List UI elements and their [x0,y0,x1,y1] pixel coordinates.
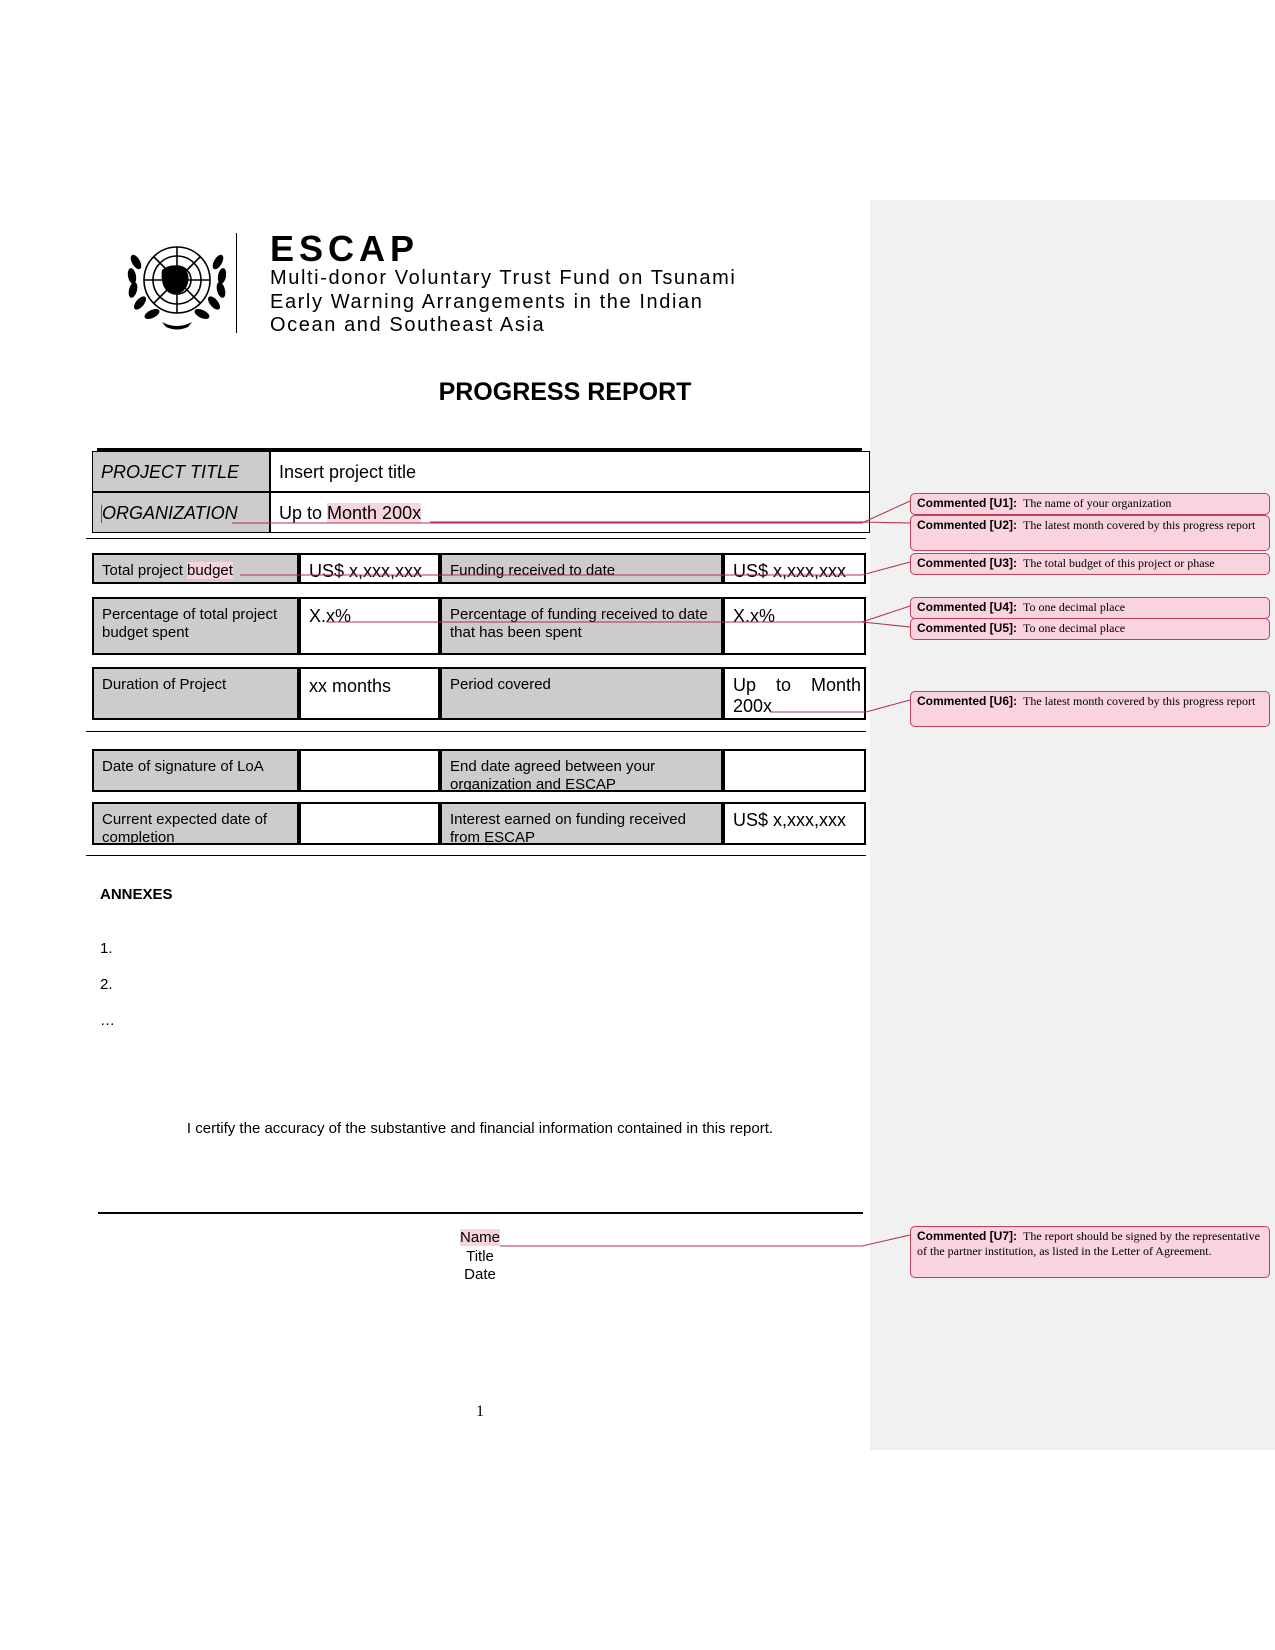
total-budget-label-prefix: Total project [102,562,188,579]
signature-date: Date [464,1266,496,1283]
period-covered-line-1: Up to Month [733,675,862,695]
comment-u2[interactable] [910,515,1270,551]
logo-divider [236,233,237,333]
total-budget-label [92,553,299,584]
fund-title-line-2: Early Warning Arrangements in the Indian [270,291,704,313]
annex-item-ellipsis: … [100,1012,115,1029]
section-rule-2 [86,731,866,732]
un-emblem-icon [122,232,232,332]
interest-earned-label: Interest earned on funding received from ESCAP [440,802,723,845]
comment-u3[interactable] [910,553,1270,575]
section-rule-3 [86,855,866,856]
organization-value-highlight[interactable]: Month 200x [327,503,422,523]
comment-u4[interactable] [910,597,1270,619]
annex-item-1: 1. [100,940,113,957]
funding-received-value[interactable]: US$ x,xxx,xxx [723,553,866,584]
comment-u6-tag: Commented [U6]: [917,694,1018,708]
total-budget-label-highlight[interactable]: budget [187,562,233,579]
period-covered-label: Period covered [440,667,723,720]
comment-u7-tag: Commented [U7]: [917,1229,1018,1243]
organization-value-prefix: Up to [279,503,328,523]
loa-signature-date-value[interactable] [299,749,440,792]
annexes-title: ANNEXES [100,886,173,903]
signature-title: Title [466,1248,494,1265]
organization-label [92,492,270,533]
comment-u4-text: To one decimal place [1023,600,1126,614]
section-rule-1 [86,538,866,539]
project-title-label: PROJECT TITLE [92,451,270,492]
loa-signature-date-label: Date of signature of LoA [92,749,299,792]
certification-statement: I certify the accuracy of the substantive and financial information contained in this report. [186,1120,774,1137]
comment-u1[interactable] [910,493,1270,515]
fund-title-line-3: Ocean and Southeast Asia [270,314,546,336]
comment-u7-text: The report should be signed by the representative of the partner institution, as listed in the Letter of Agreement. [917,1229,1260,1258]
project-title-value[interactable]: Insert project title [270,451,870,492]
duration-value[interactable]: xx months [299,667,440,720]
funding-received-label: Funding received to date [440,553,723,584]
comment-u4-tag: Commented [U4]: [917,600,1018,614]
end-date-label: End date agreed between your organization and ESCAP [440,749,723,792]
period-covered-value[interactable] [723,667,866,720]
interest-earned-value[interactable]: US$ x,xxx,xxx [723,802,866,845]
funding-spent-percent-label: Percentage of funding received to date that has been spent [440,597,723,655]
report-title: PROGRESS REPORT [438,378,692,406]
comment-u1-tag: Commented [U1]: [917,496,1018,510]
funding-spent-percent-value[interactable]: X.x% [723,597,866,655]
comment-u6-text: The latest month covered by this progress report [1023,694,1256,708]
comment-u5[interactable] [910,618,1270,640]
org-name: ESCAP [270,228,420,269]
fund-title-line-1: Multi-donor Voluntary Trust Fund on Tsunami [270,267,737,289]
end-date-value[interactable] [723,749,866,792]
comment-u3-tag: Commented [U3]: [917,556,1018,570]
comment-u1-text: The name of your organization [1023,496,1172,510]
duration-label: Duration of Project [92,667,299,720]
page-number: 1 [476,1403,484,1420]
signature-line [98,1212,863,1214]
comment-u5-text: To one decimal place [1023,621,1126,635]
annex-item-2: 2. [100,976,113,993]
organization-label-text: ORGANIZATION [102,503,238,523]
completion-date-value[interactable] [299,802,440,845]
completion-date-label: Current expected date of completion [92,802,299,845]
comment-u6[interactable] [910,691,1270,727]
comment-u2-tag: Commented [U2]: [917,518,1018,532]
comment-u3-text: The total budget of this project or phase [1023,556,1215,570]
comment-u7[interactable] [910,1226,1270,1278]
budget-spent-percent-label: Percentage of total project budget spent [92,597,299,655]
comment-u2-text: The latest month covered by this progress report [1023,518,1256,532]
signature-name[interactable] [400,1229,560,1246]
period-covered-line-2: 200x [733,696,773,716]
signature-name-highlight[interactable]: Name [459,1229,500,1246]
total-budget-value[interactable]: US$ x,xxx,xxx [299,553,440,584]
comment-u5-tag: Commented [U5]: [917,621,1018,635]
budget-spent-percent-value[interactable]: X.x% [299,597,440,655]
organization-value[interactable] [270,492,870,533]
